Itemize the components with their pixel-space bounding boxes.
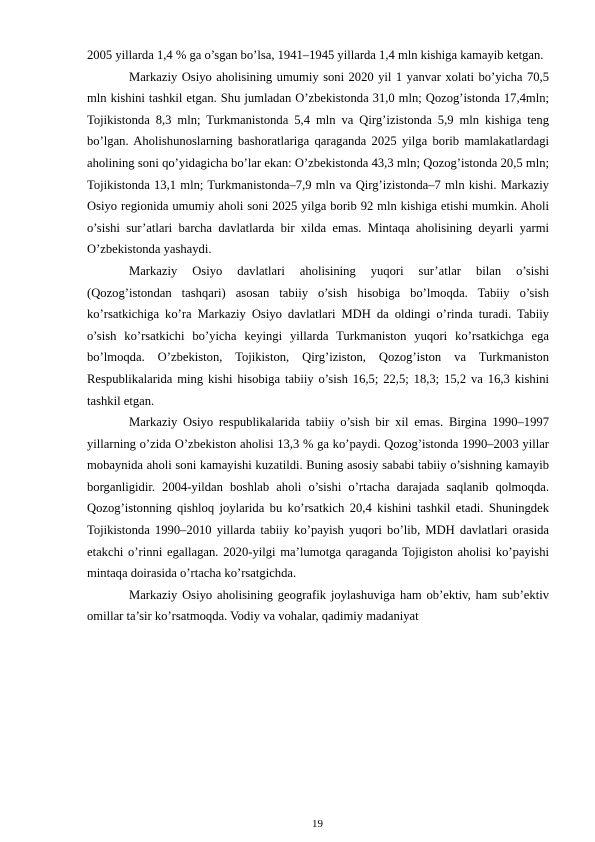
page-body <box>87 45 549 628</box>
paragraph-growth-differences: Markaziy Osiyo respublikalarida tabiiy o’sish bir xil emas. Birgina 1990–1997 yillarning o’zida O’zbekiston aholisi 13,3 % ga ko’paydi. Qozog’istonda 1990–2003 yillar mobaynida aholi soni kamayishi kuzatildi. Buning asosiy sababi tabiiy o’sishning kamayib borganligidir. 2004-yildan boshlab aholi o’sishi o’rtacha darajada saqlanib qolmoqda. Qozog’istonning qishloq joylarida bu ko’rsatkich 20,4 kishini tashkil etadi. Shuningdek Tojikistonda 1990–2010 yillarda tabiiy ko’payish yuqori bo’lib, MDH davlatlari orasida etakchi o’rinni egallagan. 2020-yilgi ma’lumotga qaraganda Tojigiston aholisi ko’payishi mintaqa doirasida o’rtacha ko’rsatgichda. <box>87 415 549 581</box>
paragraph-continuation: 2005 yillarda 1,4 % ga o’sgan bo’lsa, 1941–1945 yillarda 1,4 mln kishiga kamayib ketgan. <box>87 48 544 62</box>
paragraph-population-total: Markaziy Osiyo aholisining umumiy soni 2020 yil 1 yanvar xolati bo’yicha 70,5 mln kishini tashkil etgan. Shu jumladan O’zbekistonda 31,0 mln; Qozog’istonda 17,4mln; Tojikistonda 8,3 mln; Turkmanistonda 5,4 mln va Qirg’izistonda 5,9 mln kishiga teng bo’lgan. Aholishunoslarning bashoratlariga qaraganda 2025 yilga borib mamlakatlardagi aholining soni qo’yidagicha bo’lar ekan: O’zbekistonda 43,3 mln; Qozog’istonda 20,5 mln; Tojikistonda 13,1 mln; Turkmanistonda–7,9 mln va Qirg’izistonda–7 mln kishi. Markaziy Osiyo regionida umumiy aholi soni 2025 yilga borib 92 mln kishiga etishi mumkin. Aholi o’sishi sur’atlari barcha davlatlarda bir xilda emas. Mintaqa aholisining deyarli yarmi O’zbekistonda yashaydi. <box>87 69 549 257</box>
page-number: 19 <box>312 818 323 830</box>
paragraph-natural-growth: Markaziy Osiyo davlatlari aholisining yuqori sur’atlar bilan o’sishi (Qozog’istondan tashqari) asosan tabiiy o’sish hisobiga bo’lmoqda. Tabiiy o’sish ko’rsatkichiga ko’ra Markaziy Osiyo davlatlari MDH da oldingi o’rinda turadi. Tabiiy o’sish ko’rsatkichi bo’yicha keyingi yillarda Turkmaniston yuqori ko’rsatkichga ega bo’lmoqda. O’zbekiston, Tojikiston, Qirg’iziston, Qozog’iston va Turkmaniston Respublikalarida ming kishi hisobiga tabiiy o’sish 16,5; 22,5; 18,3; 15,2 va 16,3 kishini tashkil etgan. <box>87 263 549 408</box>
paragraph-geographic-distribution: Markaziy Osiyo aholisining geografik joylashuviga ham ob’ektiv, ham sub’ektiv omillar ta’sir ko’rsatmoqda. Vodiy va vohalar, qadimiy madaniyat <box>87 587 549 624</box>
